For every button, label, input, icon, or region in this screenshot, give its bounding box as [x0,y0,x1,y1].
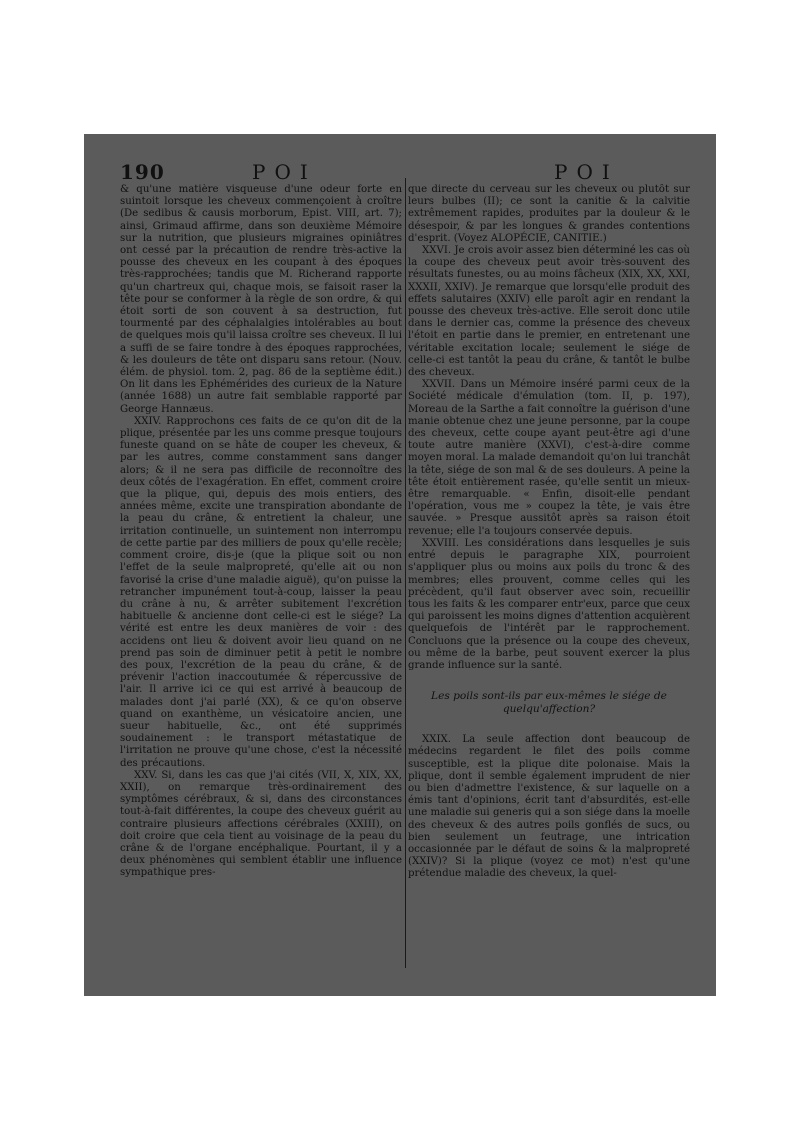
scanned-page [84,134,716,996]
page-header [84,134,716,184]
running-head-left: POI [252,160,317,184]
paragraph: XXIX. La seule affection dont beaucoup de médecins regardent le filet des poils comme susceptible, est la plique dite polonaise. Mais la plique, dont il semble également imprudent de nier ou bien d'admettre l'existence, & sur laquelle on a émis tant d'opinions, écrit tant d'absurdités, est-elle une maladie sui generis qui a son siége dans la moelle des cheveux & des autres poils gonflés de sucs, ou bien seulement un feutrage, une intrication occasionnée par le défaut de soins & la malpropreté (XXIV)? Si la plique (voyez ce mot) n'est qu'une prétendue maladie des cheveux, la quel- [408,734,690,880]
left-column [120,184,402,984]
paragraph: XXV. Si, dans les cas que j'ai cités (VII, X, XIX, XX, XXII), on remarque très-ordinairement des symptômes cérébraux, & si, dans des circonstances tout-à-fait différentes, la coupe des cheveux guérit au contraire plusieurs affections cérébrales (XXIII), on doit croire que cela tient au voisinage de la peau du crâne & de l'organe encéphalique. Pourtant, il y a deux phénomènes qui semblent établir une influence sympathique pres- [120,769,402,879]
running-head-right: POI [554,160,619,184]
paragraph: XXVIII. Les considérations dans lesquelles je suis entré depuis le paragraphe XIX, pourroient s'appliquer plus ou moins aux poils du tronc & des membres; elles prouvent, comme celles qui les précèdent, qu'il faut observer avec soin, recueillir tous les faits & les comparer entr'eux, parce que ceux qui paroissent les moins dignes d'attention acquièrent quelquefois de l'intérêt par le rapprochement. Concluons que la présence ou la coupe des cheveux, ou même de la barbe, peut souvent exercer la plus grande influence sur la santé. [408,537,690,671]
paragraph: & qu'une matière visqueuse d'une odeur forte en suintoit lorsque les cheveux commençoient à croître (De sedibus & causis morborum, Epist. VIII, art. 7); ainsi, Grimaud affirme, dans son deuxième Mémoire sur la nutrition, que plusieurs migraines opiniâtres ont cessé par la précaution de rendre très-active la pousse des cheveux en les coupant à des époques très-rapprochées; tandis que M. Richerand rapporte qu'un chartreux qui, chaque mois, se faisoit raser la tête pour se conformer à la règle de son ordre, & qui étoit sorti de son couvent à sa destruction, fut tourmenté par des céphalalgies intolérables au bout de quelques mois qu'il laissa croître ses cheveux. Il lui a suffi de se faire tondre à des époques rapprochées, & les douleurs de tête ont disparu sans retour. (Nouv. élém. de physiol. tom. 2, pag. 86 de la septième édit.) On lit dans les Ephémérides des curieux de la Nature (année 1688) un autre fait semblable rapporté par George Hannæus. [120,184,402,415]
paragraph: XXVI. Je crois avoir assez bien déterminé les cas où la coupe des cheveux peut avoir très-souvent des résultats funestes, ou au moins fâcheux (XIX, XX, XXI, XXXII, XXIV). Je remarque que lorsqu'elle produit des effets salutaires (XXIV) elle paroît agir en rendant la pousse des cheveux très-active. Elle seroit donc utile dans le dernier cas, comme la présence des cheveux l'étoit en partie dans le premier, en entretenant une véritable excitation locale; seulement le siége de celle-ci est tantôt la peau du crâne, & tantôt le bulbe des cheveux. [408,245,690,379]
paragraph: que directe du cerveau sur les cheveux ou plutôt sur leurs bulbes (II); ce sont la canitie & la calvitie extrêmement rapides, produites par la douleur & le désespoir, & par les longues & grandes contentions d'esprit. (Voyez ALOPÉCIE, CANITIE.) [408,184,690,244]
page-number: 190 [120,160,165,184]
column-divider [405,178,406,968]
section-subheading: Les poils sont-ils par eux-mêmes le siége de quelqu'affection? [431,690,667,716]
paragraph: XXIV. Rapprochons ces faits de ce qu'on dit de la plique, présentée par les uns comme presque toujours funeste quand on se hâte de couper les cheveux, & par les autres, comme constamment sans danger alors; & il ne sera pas difficile de reconnoître des deux côtés de l'exagération. En effet, comment croire que la plique, qui, depuis des mois entiers, des années même, excite une transpiration abondante de la peau du crâne, & entretient la chaleur, une irritation continuelle, un suintement non interrompu de cette partie par des milliers de poux qu'elle recèle; comment croire, dis-je (que la plique soit ou non l'effet de la seule malpropreté, qu'elle ait ou non favorisé la crise d'une maladie aiguë), qu'on puisse la retrancher impunément tout-à-coup, laisser la peau du crâne à nu, & arrêter subitement l'excrétion habituelle & ancienne dont celle-ci est le siége? La vérité est entre les deux manières de voir : des accidens ont lieu & doivent avoir lieu quand on ne prend pas soin de diminuer petit à petit le nombre des poux, l'excrétion de la peau du crâne, & de prévenir l'action inaccoutumée & répercussive de l'air. Il arrive ici ce qui est arrivé à beaucoup de malades dont j'ai parlé (XX), & ce qu'on observe quand on exanthème, un vésicatoire ancien, une sueur habituelle, &c., ont été supprimés soudainement : le transport métastatique de l'irritation ne prouve qu'une chose, c'est la nécessité des précautions. [120,415,402,769]
paragraph: XXVII. Dans un Mémoire inséré parmi ceux de la Société médicale d'émulation (tom. II, p. 197), Moreau de la Sarthe a fait connoître la guérison d'une manie obtenue chez une jeune personne, par la coupe des cheveux, cette coupe ayant peut-être agi d'une toute autre manière (XXVI), c'est-à-dire comme moyen moral. La malade demandoit qu'on lui tranchât la tête, siége de son mal & de ses douleurs. A peine la tête étoit entièrement rasée, qu'elle sentit un mieux-être remarquable. « Enfin, disoit-elle pendant l'opération, vous me » coupez la tête, je vais être sauvée. » Presque aussitôt après sa raison étoit revenue; elle l'a toujours conservée depuis. [408,379,690,537]
right-column [408,184,690,984]
